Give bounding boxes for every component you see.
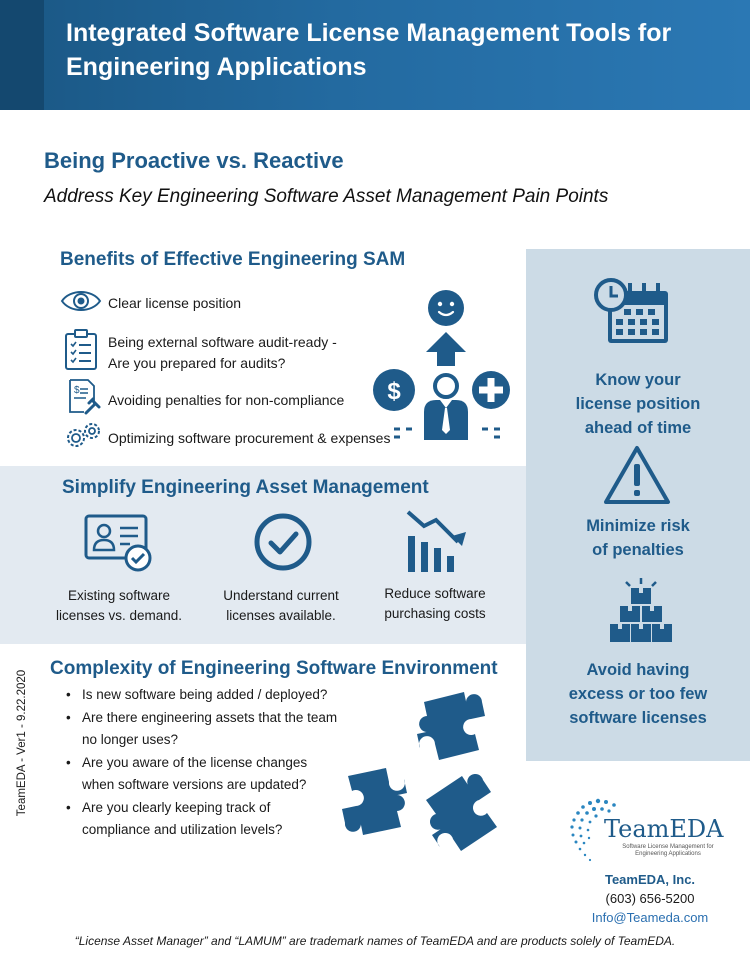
person-options-illustration — [370, 288, 512, 444]
benefit-text: Are you prepared for audits? — [108, 355, 286, 371]
list-item-text: • Are you aware of the license changes — [82, 754, 308, 770]
check-circle-icon — [253, 512, 313, 572]
sidebar-item — [526, 514, 750, 562]
person-icon — [424, 375, 468, 440]
benefit-item — [108, 390, 344, 411]
benefit-text: Being external software audit-ready - — [108, 334, 337, 350]
id-card-check-icon — [84, 514, 152, 574]
benefit-item — [108, 293, 241, 314]
company-name: TeamEDA, Inc. — [604, 872, 696, 887]
list-item-text: • Are you clearly keeping track of — [82, 799, 271, 815]
simplify-label — [206, 586, 356, 626]
sidebar-item-line: Avoid having — [586, 661, 690, 679]
logo-tagline: Software License Management for Engineering Applications — [622, 844, 714, 857]
company-email-link[interactable]: Info@Teameda.com — [591, 910, 709, 925]
plus-circle-icon — [472, 371, 510, 409]
calendar-clock-icon — [594, 277, 672, 347]
list-item-text: when software versions are updated? — [82, 777, 307, 792]
gears-icon — [64, 421, 102, 451]
simplify-label-line: Understand current — [223, 588, 339, 603]
dollar-coin-icon — [373, 369, 415, 411]
benefits-heading: Benefits of Effective Engineering SAM — [60, 249, 406, 270]
clipboard-checklist-icon — [64, 329, 98, 371]
sidebar-item-line: software licenses — [569, 709, 707, 727]
sidebar-item-line: of penalties — [592, 541, 684, 559]
sidebar-item-line: Minimize risk — [586, 517, 690, 535]
stacked-boxes-icon — [608, 576, 674, 644]
warning-triangle-icon — [602, 444, 672, 506]
svg-text:$: $ — [387, 378, 401, 405]
list-item-text: • Are there engineering assets that the team — [82, 709, 338, 725]
puzzle-piece-icon — [426, 774, 497, 851]
list-item-text: compliance and utilization levels? — [82, 822, 283, 837]
complexity-bullet-list — [66, 684, 356, 842]
benefit-text: Clear license position — [108, 295, 242, 311]
list-item — [66, 752, 356, 797]
simplify-label-line: Existing software — [67, 588, 171, 603]
version-note-text: TeamEDA - Ver1 - 9.22.2020 — [16, 669, 28, 816]
intro-heading: Being Proactive vs. Reactive — [44, 148, 344, 173]
smiley-face-icon — [428, 290, 464, 326]
eye-icon — [60, 288, 102, 314]
simplify-label-line: licenses available. — [226, 608, 336, 623]
benefit-text: Optimizing software procurement & expenses — [108, 430, 391, 446]
simplify-label-line: purchasing costs — [384, 606, 486, 621]
sidebar-item-line: excess or too few — [568, 685, 708, 703]
page-title: Integrated Software License Management Tools for Engineering Applications — [66, 19, 672, 81]
version-note — [12, 660, 32, 825]
legal-document-gavel-icon — [68, 379, 102, 415]
sidebar-item — [526, 368, 750, 440]
benefit-text: Avoiding penalties for non-compliance — [108, 392, 345, 408]
puzzle-piece-icon — [342, 768, 407, 835]
header-accent-strip — [0, 0, 44, 110]
list-item — [66, 797, 356, 842]
puzzle-pieces-illustration — [344, 688, 520, 848]
declining-chart-icon — [404, 508, 470, 574]
sidebar-item — [526, 658, 750, 730]
company-phone: (603) 656-5200 — [605, 891, 695, 906]
simplify-label — [360, 584, 510, 624]
list-item-text: • Is new software being added / deployed? — [82, 687, 328, 702]
list-item-text: no longer uses? — [82, 732, 179, 747]
simplify-label-line: licenses vs. demand. — [55, 608, 183, 623]
svg-text:$: $ — [74, 385, 80, 396]
simplify-label-line: Reduce software — [384, 586, 486, 601]
benefit-item — [108, 332, 337, 374]
sidebar-item-line: Know your — [595, 371, 681, 389]
simplify-label — [44, 586, 194, 626]
header-banner — [0, 0, 750, 110]
sidebar-item-line: license position — [575, 395, 701, 413]
trademark-footer: “License Asset Manager” and “LAMUM” are trademark names of TeamEDA and are products solely of TeamEDA. — [74, 934, 676, 948]
sidebar-item-line: ahead of time — [584, 419, 692, 437]
intro-subtitle: Address Key Engineering Software Asset Management Pain Points — [44, 186, 609, 207]
up-arrow-icon — [426, 332, 466, 366]
simplify-heading: Simplify Engineering Asset Management — [62, 477, 429, 498]
list-item — [66, 707, 356, 752]
list-item — [66, 684, 356, 707]
logo-wordmark: TeamEDA — [604, 815, 724, 843]
complexity-heading: Complexity of Engineering Software Environment — [50, 658, 498, 679]
benefit-item — [108, 428, 390, 449]
puzzle-piece-icon — [417, 692, 485, 760]
